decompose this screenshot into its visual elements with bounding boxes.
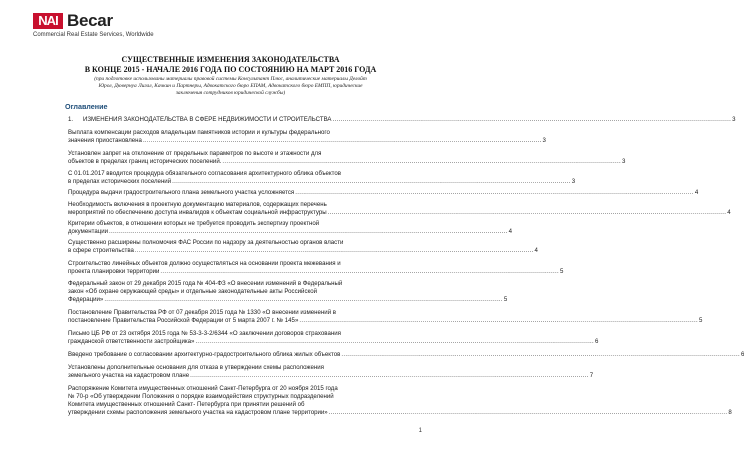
toc-entry-text: проекта планировки территории [68, 268, 160, 275]
toc-entry[interactable] [68, 364, 594, 380]
toc-entry-text: в пределах исторических поселений [68, 178, 172, 185]
toc-leader-dots: ........................................................................................................................................................................................................ [195, 338, 595, 345]
title-line: В КОНЦЕ 2015 - НАЧАЛЕ 2016 ГОДА ПО СОСТОЯНИЮ НА МАРТ 2016 ГОДА [84, 65, 377, 74]
toc-entry[interactable] [68, 330, 599, 346]
toc-page-number: 4 [694, 189, 699, 196]
toc-entry-text: С 01.01.2017 вводится процедура обязательного согласования архитектурного облика объектов [68, 170, 342, 177]
toc-entry-text: Федерации» [68, 296, 104, 303]
table-of-contents [68, 112, 744, 417]
page-number: 1 [418, 428, 422, 434]
toc-entry[interactable] [68, 239, 538, 255]
toc-entry-number: 1. [68, 116, 74, 123]
toc-entry[interactable] [68, 280, 508, 304]
toc-entry-text: земельного участка на кадастровом плане [68, 372, 190, 379]
toc-page-number: 5 [503, 296, 508, 303]
toc-entry-text: значения приостановлена [68, 137, 142, 144]
toc-entry-text: Установлены дополнительные основания для отказа в утверждении схемы расположения [68, 364, 324, 371]
toc-leader-dots: ........................................................................................................................................................................................................ [341, 351, 740, 358]
subtitle-line: заключения сотрудников юридической службы) [175, 90, 286, 96]
toc-entry-text: Постановление Правительства РФ от 07 декабря 2015 года № 1330 «О внесении изменений в [68, 309, 337, 316]
toc-page-number: 7 [589, 372, 594, 379]
toc-page-number: 4 [727, 209, 731, 216]
toc-entry-text: Письмо ЦБ РФ от 23 октября 2015 года № 53-3-3-2/6344 «О заключении договоров страхования [68, 330, 341, 337]
toc-entry-text: Распоряжение Комитета имущественных отношений Санкт-Петербурга от 20 ноября 2015 года [68, 385, 338, 392]
toc-entry-text: гражданской ответственности застройщика» [68, 338, 195, 345]
toc-leader-dots: ........................................................................................................................................................................................................ [109, 228, 508, 235]
toc-entry-text: Строительство линейных объектов должно осуществляться на основании проекта межевания и [68, 260, 341, 267]
toc-leader-dots: ........................................................................................................................................................................................................ [172, 178, 571, 185]
toc-entry-text: объектов в пределах границ исторических поселений. [68, 158, 222, 165]
toc-entry-text: Введено требование о согласовании архитектурно-градостроительного облика жилых объектов [68, 351, 341, 358]
toc-page-number: 3 [732, 116, 736, 123]
toc-entry[interactable] [68, 201, 731, 217]
toc-page-number: 5 [698, 317, 703, 324]
toc-entry-text: Критерии объектов, в отношении которых не требуется проводить экспертизу проектной [68, 220, 320, 227]
subtitle-line: (при подготовке использованы материалы правовой системы Консультант Плюс, аналитические материалы Делойт [94, 76, 367, 82]
toc-page-number: 6 [595, 338, 599, 345]
toc-entry[interactable] [68, 150, 626, 166]
toc-page-number: 8 [728, 409, 732, 416]
toc-entry[interactable] [68, 309, 703, 325]
toc-leader-dots: ........................................................................................................................................................................................................ [299, 317, 698, 324]
toc-entry-text: Комитета имущественных отношений Санкт- Петербурга при принятии решений об [68, 401, 305, 408]
logo-tagline: Commercial Real Estate Services, Worldwide [33, 32, 154, 38]
toc-heading: Оглавление [65, 102, 108, 111]
toc-leader-dots: ........................................................................................................................................................................................................ [160, 268, 560, 275]
subtitle-line: Юрол, Дювернуа Лигал, Качкин и Партнеры, Адвокатского бюро ЕПАМ, Адвокатского бюро ЕМПП, юридические [98, 83, 363, 89]
toc-entry[interactable] [68, 116, 736, 124]
toc-page-number: 6 [740, 351, 744, 358]
toc-entry[interactable] [68, 260, 564, 276]
toc-leader-dots: ........................................................................................................................................................................................................ [142, 137, 542, 144]
toc-entry-text: в сфере строительства [68, 247, 134, 254]
toc-page-number: 4 [534, 247, 538, 254]
toc-leader-dots: ........................................................................................................................................................................................................ [332, 116, 732, 123]
toc-page-number: 4 [508, 228, 513, 235]
title-line: СУЩЕСТВЕННЫЕ ИЗМЕНЕНИЯ ЗАКОНОДАТЕЛЬСТВА [121, 55, 340, 64]
toc-leader-dots: ........................................................................................................................................................................................................ [328, 409, 728, 416]
toc-entry-text: ИЗМЕНЕНИЯ ЗАКОНОДАТЕЛЬСТВА В СФЕРЕ НЕДВИЖИМОСТИ И СТРОИТЕЛЬСТВА [83, 116, 332, 123]
toc-entry[interactable] [68, 189, 699, 197]
toc-entry[interactable] [68, 385, 732, 417]
toc-page-number: 5 [560, 268, 564, 275]
toc-entry-text: Необходимость включения в проектную документацию материалов, содержащих перечень [68, 201, 327, 208]
logo-wordmark: Becar [67, 11, 113, 30]
toc-entry-text: № 70-р «Об утверждении Положения о порядке взаимодействия структурных подразделений [68, 393, 334, 400]
toc-entry-text: постановление Правительства Российской Федерации от 5 марта 2007 г. № 145» [68, 317, 299, 324]
logo-mark: NAI [33, 13, 63, 29]
toc-entry-text: Выплата компенсации расходов владельцам памятников истории и культуры федерального [68, 129, 330, 136]
toc-entry-text: утверждении схемы расположения земельного участка на кадастровом плане территории» [68, 409, 328, 416]
toc-entry[interactable] [68, 220, 513, 236]
toc-leader-dots: ........................................................................................................................................................................................................ [295, 189, 694, 196]
toc-page-number: 3 [622, 158, 626, 165]
toc-entry-text: Существенно расширены полномочия ФАС России по надзору за деятельностью органов власти [68, 239, 344, 246]
company-logo [33, 10, 113, 32]
toc-page-number: 3 [571, 178, 576, 185]
toc-entry-text: Установлен запрет на отклонение от предельных параметров по высоте и этажности для [68, 150, 322, 157]
document-title [38, 55, 423, 75]
toc-entry-text: Процедура выдачи градостроительного плана земельного участка усложняется [68, 189, 295, 196]
toc-entry-text: мероприятий по обеспечению доступа инвалидов к объектам социальной инфраструктуры [68, 209, 327, 216]
toc-leader-dots: ........................................................................................................................................................................................................ [134, 247, 534, 254]
toc-leader-dots: ........................................................................................................................................................................................................ [327, 209, 727, 216]
toc-entry[interactable] [68, 170, 576, 186]
toc-entry-text: Федеральный закон от 29 декабря 2015 года № 404-ФЗ «О внесении изменений в Федеральный [68, 280, 343, 287]
toc-leader-dots: ........................................................................................................................................................................................................ [190, 372, 589, 379]
toc-page-number: 3 [542, 137, 546, 144]
toc-entry-text: закон «Об охране окружающей среды» и отдельные законодательные акты Российской [68, 288, 318, 295]
toc-entry-text: документации [68, 228, 109, 235]
toc-entry[interactable] [68, 129, 546, 145]
toc-entry[interactable] [68, 351, 744, 359]
toc-leader-dots: ........................................................................................................................................................................................................ [222, 158, 622, 165]
document-subtitle [48, 76, 413, 97]
toc-leader-dots: ........................................................................................................................................................................................................ [104, 296, 503, 303]
